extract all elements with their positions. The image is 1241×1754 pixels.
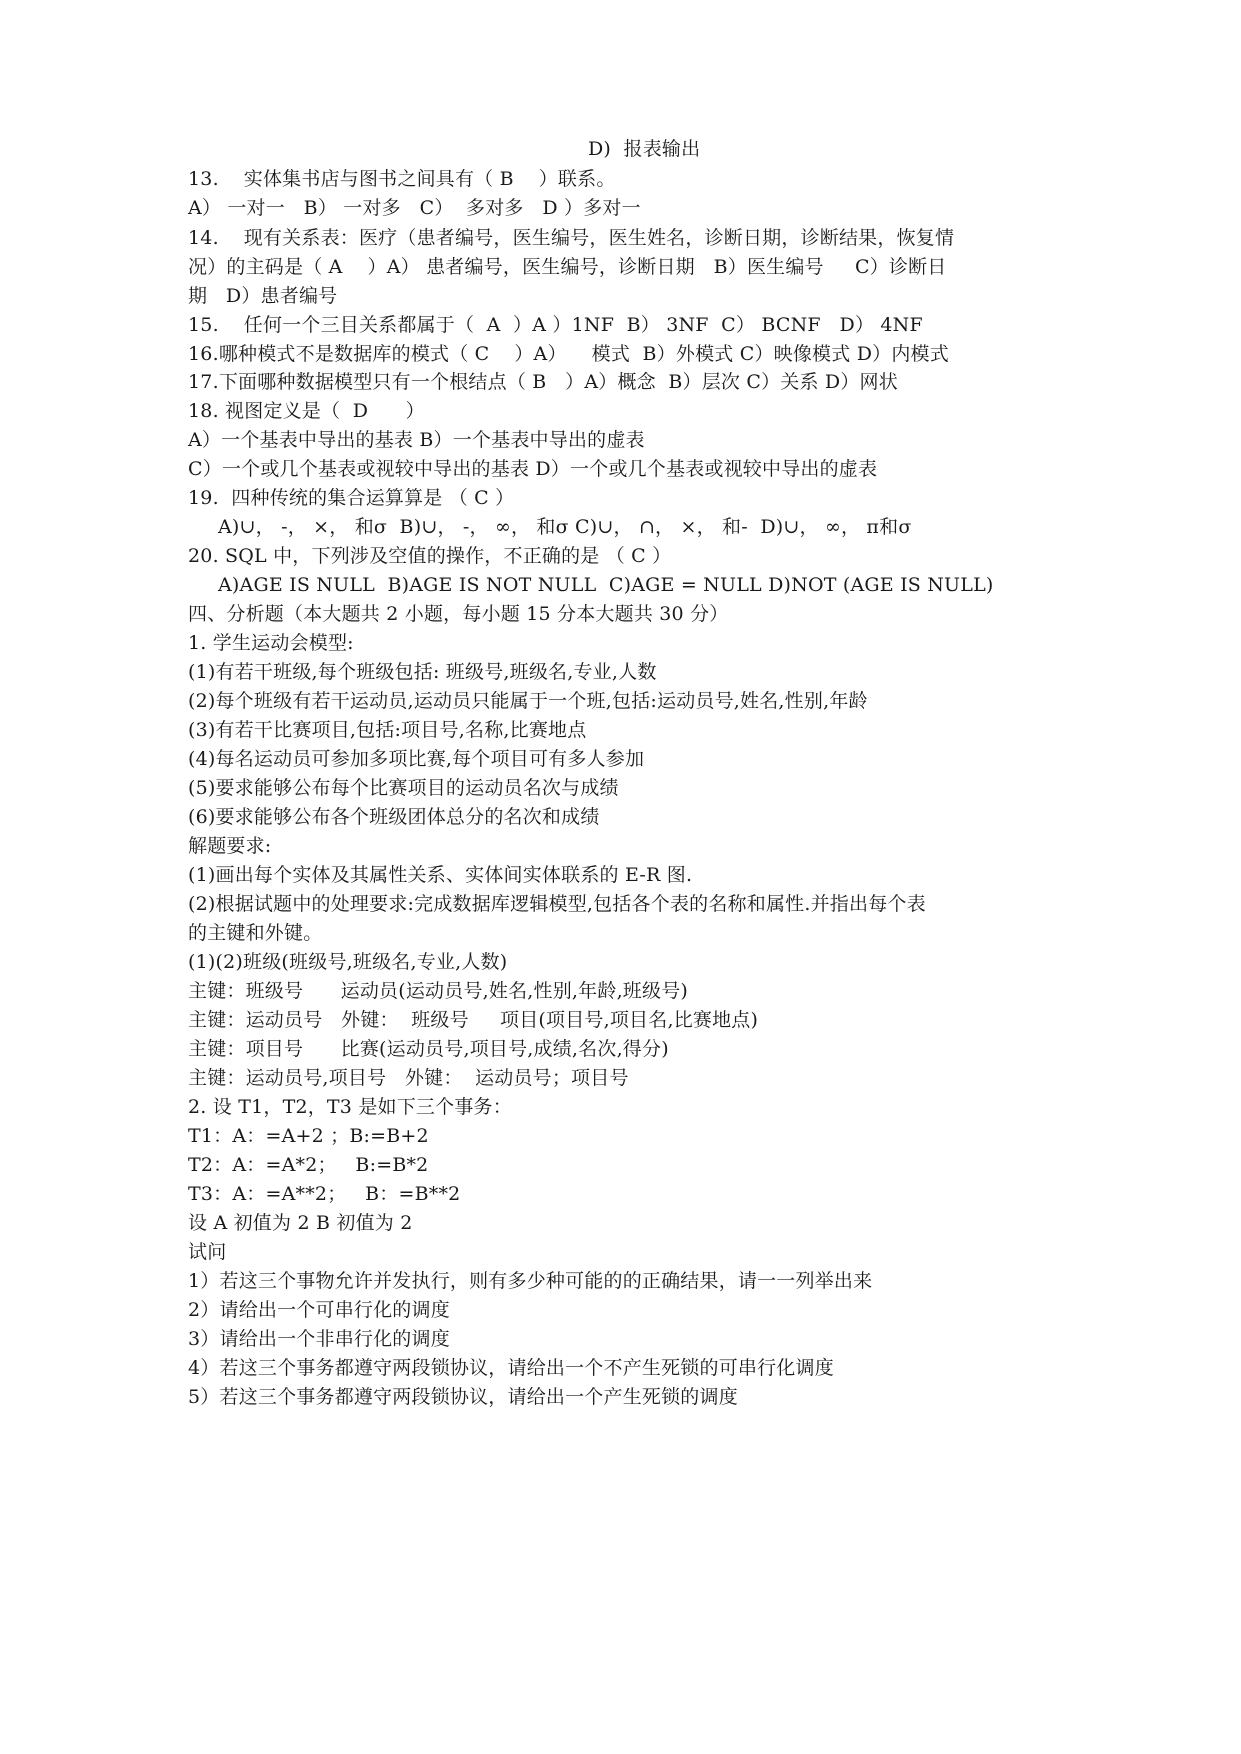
text-line: 主键：班级号 运动员(运动员号,姓名,性别,年龄,班级号) (188, 980, 689, 1002)
text-line: (4)每名运动员可参加多项比赛,每个项目可有多人参加 (188, 748, 645, 770)
text-line: 14. 现有关系表：医疗（患者编号，医生编号，医生姓名，诊断日期，诊断结果，恢复情 (188, 227, 955, 249)
text-line: T3：A：=A**2； B：=B**2 (188, 1183, 461, 1205)
section-heading: 四、分析题（本大题共 2 小题，每小题 15 分本大题共 30 分） (188, 603, 729, 625)
text-line: 主键：运动员号,项目号 外键： 运动员号；项目号 (188, 1067, 629, 1089)
text-line: T1：A：=A+2 ；B:=B+2 (188, 1125, 429, 1147)
text-line: (2)根据试题中的处理要求:完成数据库逻辑模型,包括各个表的名称和属性.并指出每个表 (188, 893, 926, 915)
text-line: C）一个或几个基表或视较中导出的基表 D）一个或几个基表或视较中导出的虚表 (188, 458, 878, 480)
text-line: A）一个基表中导出的基表 B）一个基表中导出的虚表 (188, 429, 645, 451)
text-line: 的主键和外键。 (188, 922, 323, 944)
text-line: (3)有若干比赛项目,包括:项目号,名称,比赛地点 (188, 719, 587, 741)
text-line: 况）的主码是（ A ）A） 患者编号，医生编号，诊断日期 B）医生编号 C）诊断日 (188, 256, 947, 278)
text-line: 3）请给出一个非串行化的调度 (188, 1328, 450, 1350)
text-line: 18. 视图定义是（ D ） (188, 400, 425, 422)
text-line: (1)(2)班级(班级号,班级名,专业,人数) (188, 951, 508, 973)
text-line: (1)有若干班级,每个班级包括: 班级号,班级名,专业,人数 (188, 661, 657, 683)
text-line: (1)画出每个实体及其属性关系、实体间实体联系的 E-R 图. (188, 864, 693, 886)
text-line: 2）请给出一个可串行化的调度 (188, 1299, 450, 1321)
text-line: 4）若这三个事务都遵守两段锁协议，请给出一个不产生死锁的可串行化调度 (188, 1357, 834, 1379)
text-line: 20. SQL 中，下列涉及空值的操作，不正确的是 （ C ） (188, 545, 672, 567)
text-line: 试问 (188, 1241, 227, 1263)
text-line: 5）若这三个事务都遵守两段锁协议，请给出一个产生死锁的调度 (188, 1386, 738, 1408)
text-line: 1）若这三个事物允许并发执行，则有多少种可能的的正确结果，请一一列举出来 (188, 1270, 873, 1292)
text-line: 1. 学生运动会模型: (188, 632, 354, 654)
text-line: A)∪， -， ×， 和σ B)∪， -， ∞， 和σ C)∪， ∩， ×， 和- D)∪， ∞， π和σ (218, 516, 912, 538)
text-line: 13. 实体集书店与图书之间具有（ B ）联系。 (188, 168, 616, 190)
text-line: (5)要求能够公布每个比赛项目的运动员名次与成绩 (188, 777, 619, 799)
text-line: 期 D）患者编号 (188, 285, 338, 307)
text-line: (6)要求能够公布各个班级团体总分的名次和成绩 (188, 806, 600, 828)
text-line: (2)每个班级有若干运动员,运动员只能属于一个班,包括:运动员号,姓名,性别,年龄 (188, 690, 868, 712)
text-line: 解题要求: (188, 835, 272, 857)
text-line: 19. 四种传统的集合运算算是 （ C ） (188, 487, 515, 509)
text-line: 2. 设 T1，T2，T3 是如下三个事务： (188, 1096, 512, 1118)
text-line: 16.哪种模式不是数据库的模式（ C ）A） 模式 B）外模式 C）映像模式 D）内模式 (188, 343, 949, 365)
text-line: A） 一对一 B） 一对多 C） 多对多 D ）多对一 (188, 197, 641, 219)
text-line: T2：A：=A*2； B:=B*2 (188, 1154, 429, 1176)
text-line: D) 报表输出 (588, 138, 701, 160)
text-line: 设 A 初值为 2 B 初值为 2 (188, 1212, 413, 1234)
text-line: A)AGE IS NULL B)AGE IS NOT NULL C)AGE = NULL D)NOT (AGE IS NULL) (218, 574, 994, 596)
text-line: 主键：运动员号 外键： 班级号 项目(项目号,项目名,比赛地点) (188, 1009, 759, 1031)
text-line: 15. 任何一个三目关系都属于（ A ）A ）1NF B） 3NF C） BCNF D） 4NF (188, 314, 923, 336)
text-line: 主键：项目号 比赛(运动员号,项目号,成绩,名次,得分) (188, 1038, 669, 1060)
text-line: 17.下面哪种数据模型只有一个根结点（ B ）A）概念 B）层次 C）关系 D）网状 (188, 371, 898, 393)
